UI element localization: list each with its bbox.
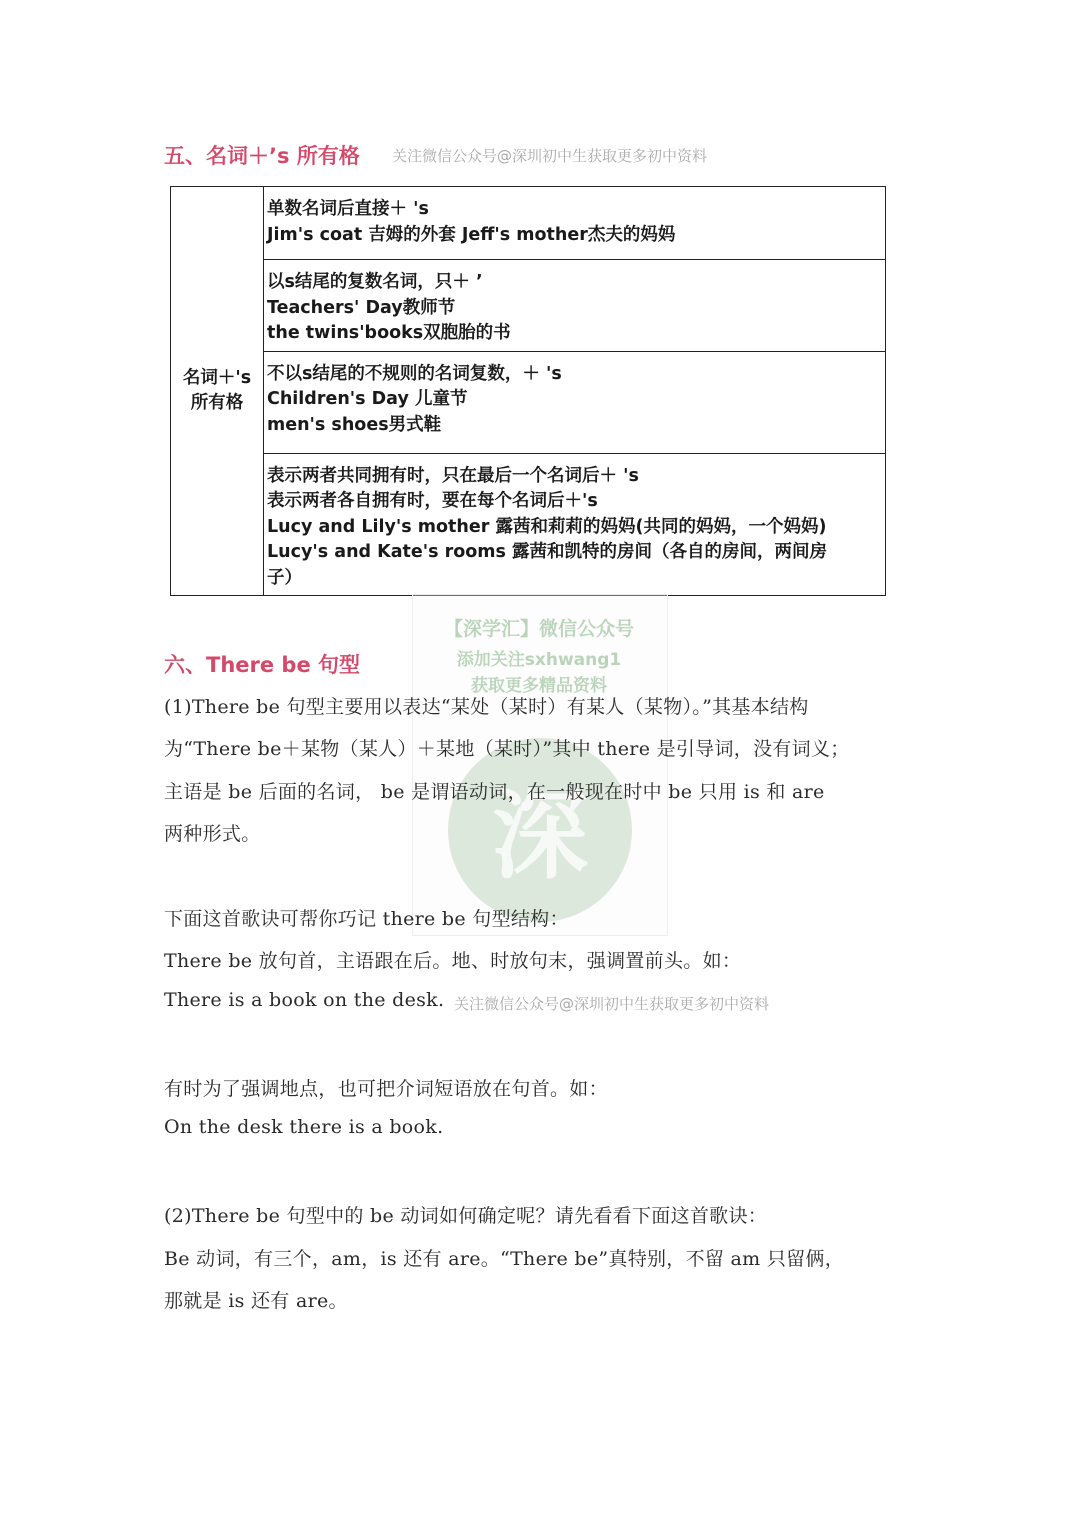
paragraph-1-line-1: (1)There be 句型主要用以表达“某处（某时）有某人（某物）。”其基本结构	[164, 696, 809, 718]
paragraph-2-line-1: 下面这首歌诀可帮你巧记 there be 句型结构：	[164, 908, 569, 930]
rule-3-line-3: men's shoes男式鞋	[267, 414, 442, 435]
rule-3-line-1: 不以s结尾的不规则的名词复数，＋ 's	[267, 363, 562, 384]
rule-4-line-1: 表示两者共同拥有时，只在最后一个名词后＋ 's	[267, 465, 639, 486]
rule-4-line-4: Lucy's and Kate's rooms 露茜和凯特的房间（各自的房间，两间房	[267, 542, 828, 562]
rule-4-line-3: Lucy and Lily's mother 露茜和莉莉的妈妈(共同的妈妈，一个妈妈)	[267, 516, 827, 537]
paragraph-3-line-1: 有时为了强调地点，也可把介词短语放在句首。如：	[164, 1078, 608, 1100]
section-5-promo-note: 关注微信公众号@深圳初中生获取更多初中资料	[392, 147, 708, 165]
paragraph-2-line-2: There be 放句首，主语跟在后。地、时放句末，强调置前头。如：	[164, 950, 742, 972]
rule-1-line-2: Jim's coat 吉姆的外套 Jeff's mother杰夫的妈妈	[267, 224, 676, 245]
section-5-title: 五、名词＋’s 所有格	[164, 144, 360, 168]
paragraph-2-line-3: There is a book on the desk.	[164, 989, 445, 1011]
watermark-line-1: 【深学汇】微信公众号	[443, 618, 634, 640]
paragraph-1-line-3: 主语是 be 后面的名词， be 是谓语动词，在一般现在时中 be 只用 is 和 are	[164, 781, 825, 803]
rule-1-line-1: 单数名词后直接＋ 's	[267, 199, 429, 219]
possessive-rules-table	[170, 186, 886, 596]
rule-cell-2	[264, 260, 886, 352]
rule-cell-4	[264, 453, 886, 596]
paragraph-1-line-2: 为“There be＋某物（某人）＋某地（某时）”其中 there 是引导词，没有词义；	[164, 738, 850, 760]
rule-4-line-2: 表示两者各自拥有时，要在每个名词后＋'s	[267, 491, 598, 511]
table-row-label	[171, 187, 264, 596]
label-line-1: 名词＋'s	[182, 368, 252, 388]
rule-4-line-5: 子）	[267, 567, 302, 588]
paragraph-4-line-3: 那就是 is 还有 are。	[164, 1290, 348, 1312]
rule-cell-3	[264, 351, 886, 453]
rule-2-line-2: Teachers' Day教师节	[267, 297, 456, 318]
paragraph-1-line-4: 两种形式。	[164, 823, 261, 845]
label-line-2: 所有格	[190, 393, 244, 413]
watermark-line-3: 获取更多精品资料	[471, 676, 607, 696]
paragraph-4-line-1: (2)There be 句型中的 be 动词如何确定呢？请先看看下面这首歌诀：	[164, 1205, 768, 1227]
rule-3-line-2: Children's Day 儿童节	[267, 389, 468, 409]
rule-cell-1	[264, 187, 886, 260]
watermark-logo-glyph: 深	[492, 780, 588, 892]
paragraph-4-line-2: Be 动词，有三个，am，is 还有 are。“There be”真特别，不留 am 只留俩，	[164, 1248, 845, 1270]
section-6-promo-note: 关注微信公众号@深圳初中生获取更多初中资料	[454, 995, 770, 1013]
rule-2-line-1: 以s结尾的复数名词，只＋ ’	[267, 272, 483, 292]
rule-2-line-3: the twins'books双胞胎的书	[267, 323, 511, 343]
watermark-line-2: 添加关注sxhwang1	[456, 650, 622, 670]
paragraph-3-line-2: On the desk there is a book.	[164, 1116, 444, 1138]
section-6-title: 六、There be 句型	[164, 653, 361, 677]
